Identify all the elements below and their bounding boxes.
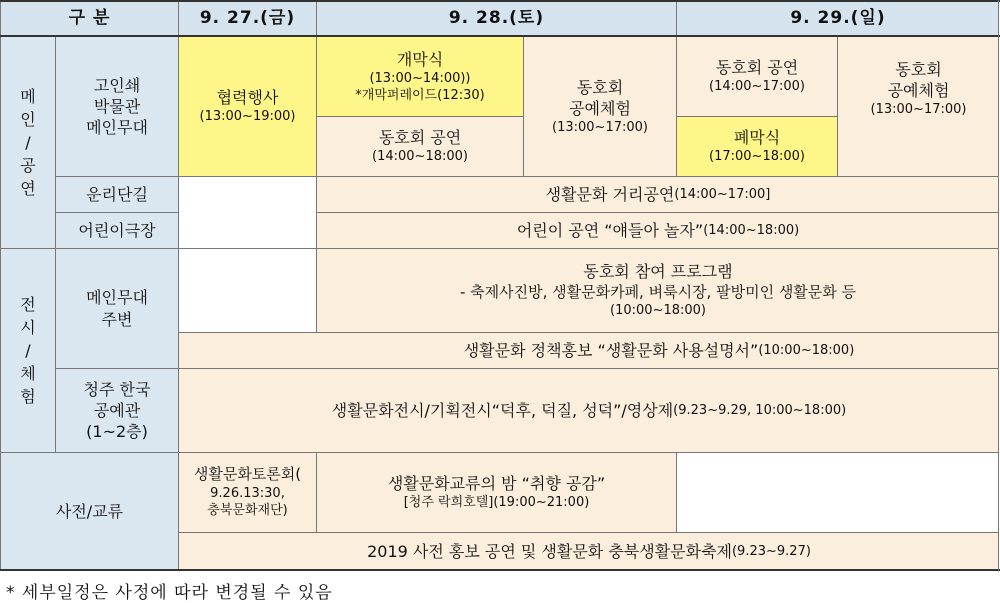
event-club-performance-29-title: 동호회 공연: [715, 58, 799, 78]
header-day3-text: 9. 29.(일): [790, 8, 886, 29]
venue-kids-theater-text: 어린이극장: [78, 220, 156, 240]
venue-main-stage-line: 메인무대: [86, 118, 148, 138]
event-closing: [676, 116, 837, 176]
event-opening-time: (13:00~14:00)): [369, 70, 471, 86]
event-policy-title: 생활문화 정책홍보 “생활문화 사용설명서”: [463, 340, 759, 360]
event-club-program: [316, 248, 999, 332]
group-exhibit-char: /: [25, 340, 31, 360]
event-exhibition-title: 생활문화전시/기획전시“덕후, 덕질, 성덕”/영상제: [331, 400, 674, 420]
event-club-performance-28-time: (14:00~18:00): [372, 149, 468, 165]
event-exhibition-time: (9.23~9.29, 10:00~18:00): [673, 402, 847, 418]
header-day2-text: 9. 28.(토): [448, 8, 545, 29]
event-cooperation: [178, 36, 316, 176]
event-forum-line1: 생활문화토론회(: [193, 465, 302, 484]
event-cooperation-time: (13:00~19:00): [199, 109, 296, 125]
venue-craft-museum-line: 공예관: [93, 400, 141, 420]
group-exhibit-char: 전: [20, 294, 36, 314]
venue-craft-museum-line: 청주 한국: [83, 379, 151, 399]
group-pre-exchange-text: 사전/교류: [55, 501, 124, 521]
header-day1-text: 9. 27.(금): [199, 8, 296, 29]
venue-unri: [55, 176, 178, 212]
header-day1: [178, 0, 316, 36]
event-club-performance-29-time: (14:00~17:00): [709, 79, 805, 95]
group-exhibit-experience: [0, 248, 55, 452]
table-bottom-border: [0, 569, 1000, 571]
venue-craft-museum: [55, 368, 178, 452]
header-bottom-border: [0, 35, 1000, 37]
group-exhibit-char: 체: [20, 364, 36, 384]
event-forum: [178, 452, 316, 532]
venue-main-stage-line: 고인쇄: [93, 75, 141, 95]
event-closing-title: 폐막식: [733, 128, 781, 148]
event-exhibition: [178, 368, 999, 452]
event-club-craft-29: [837, 36, 999, 176]
event-street-performance: [316, 176, 999, 212]
event-opening: [316, 36, 523, 116]
table-right-border: [998, 0, 999, 570]
event-opening-title: 개막식: [396, 49, 444, 69]
event-club-craft-28-time: (13:00~17:00): [552, 120, 648, 136]
event-exchange-night-place: [청주 락희호텔](19:00~21:00): [403, 495, 590, 511]
event-pre-promo-title: 2019 사전 홍보 공연 및 생활문화 충북생활문화축제: [367, 541, 732, 561]
event-club-craft-29-line1: 동호회: [895, 60, 942, 79]
event-club-craft-29-line2: 공예체험: [887, 81, 950, 101]
event-kids-performance: [316, 212, 999, 248]
event-club-performance-28-title: 동호회 공연: [378, 128, 462, 148]
event-club-craft-29-time: (13:00~17:00): [870, 102, 967, 118]
group-exhibit-char: 험: [20, 387, 36, 407]
empty-cell: [676, 452, 999, 532]
group-main-char: 공: [20, 156, 36, 176]
event-club-craft-28-line1: 동호회: [576, 77, 624, 97]
venue-kids-theater: [55, 212, 178, 248]
venue-main-stage-line: 박물관: [93, 96, 141, 116]
event-cooperation-title: 협력행사: [216, 88, 279, 108]
event-forum-line2: 9.26.13:30,: [210, 486, 285, 502]
header-category: [0, 0, 178, 36]
event-club-craft-28: [523, 36, 676, 176]
table-top-border: [0, 0, 1000, 2]
event-policy-promo: [178, 332, 999, 368]
event-kids-title: 어린이 공연 “얘들아 놀자”: [516, 220, 704, 240]
event-pre-promo: [178, 532, 999, 570]
header-day3: [676, 0, 999, 36]
event-closing-time: (17:00~18:00): [709, 149, 805, 165]
group-pre-exchange: [0, 452, 178, 570]
group-main-char: 연: [20, 179, 36, 199]
event-pre-promo-time: (9.23~9.27): [731, 543, 811, 559]
venue-unri-text: 운리단길: [86, 184, 148, 204]
header-day2: [316, 0, 676, 36]
event-policy-time: (10:00~18:00): [758, 342, 855, 358]
group-main-performance: [0, 36, 55, 248]
event-street-time: (14:00~17:00]: [674, 186, 771, 202]
venue-stage-area: [55, 248, 178, 368]
header-category-text: 구 분: [68, 8, 111, 29]
event-kids-time: (14:00~18:00): [703, 222, 800, 238]
venue-stage-area-line: 메인무대: [86, 288, 148, 308]
group-main-char: 인: [20, 109, 36, 129]
empty-cell: [178, 176, 316, 248]
venue-main-stage: [55, 36, 178, 176]
event-club-performance-29: [676, 36, 837, 116]
empty-cell: [178, 248, 316, 332]
venue-craft-museum-line: (1~2층): [86, 422, 148, 442]
event-club-program-title: 동호회 참여 프로그램: [583, 262, 733, 282]
event-club-craft-28-line2: 공예체험: [569, 98, 631, 118]
group-main-char: 메: [20, 86, 36, 106]
event-forum-line3: 충북문화재단): [207, 503, 288, 519]
event-club-performance-28: [316, 116, 523, 176]
event-club-program-time: (10:00~18:00): [610, 303, 706, 319]
event-exchange-night: [316, 452, 676, 532]
footnote: * 세부일정은 사정에 따라 변경될 수 있음: [6, 583, 333, 603]
event-street-title: 생활문화 거리공연: [545, 184, 675, 204]
event-opening-parade: *개막퍼레이드(12:30): [355, 88, 485, 104]
event-club-program-list: - 축제사진방, 생활문화카페, 벼룩시장, 팔방미인 생활문화 등: [459, 282, 857, 301]
venue-stage-area-line: 주변: [101, 309, 133, 329]
event-exchange-night-title: 생활문화교류의 밤 “취향 공감”: [387, 474, 606, 494]
group-exhibit-char: 시: [20, 317, 36, 337]
group-main-char: /: [25, 132, 31, 152]
